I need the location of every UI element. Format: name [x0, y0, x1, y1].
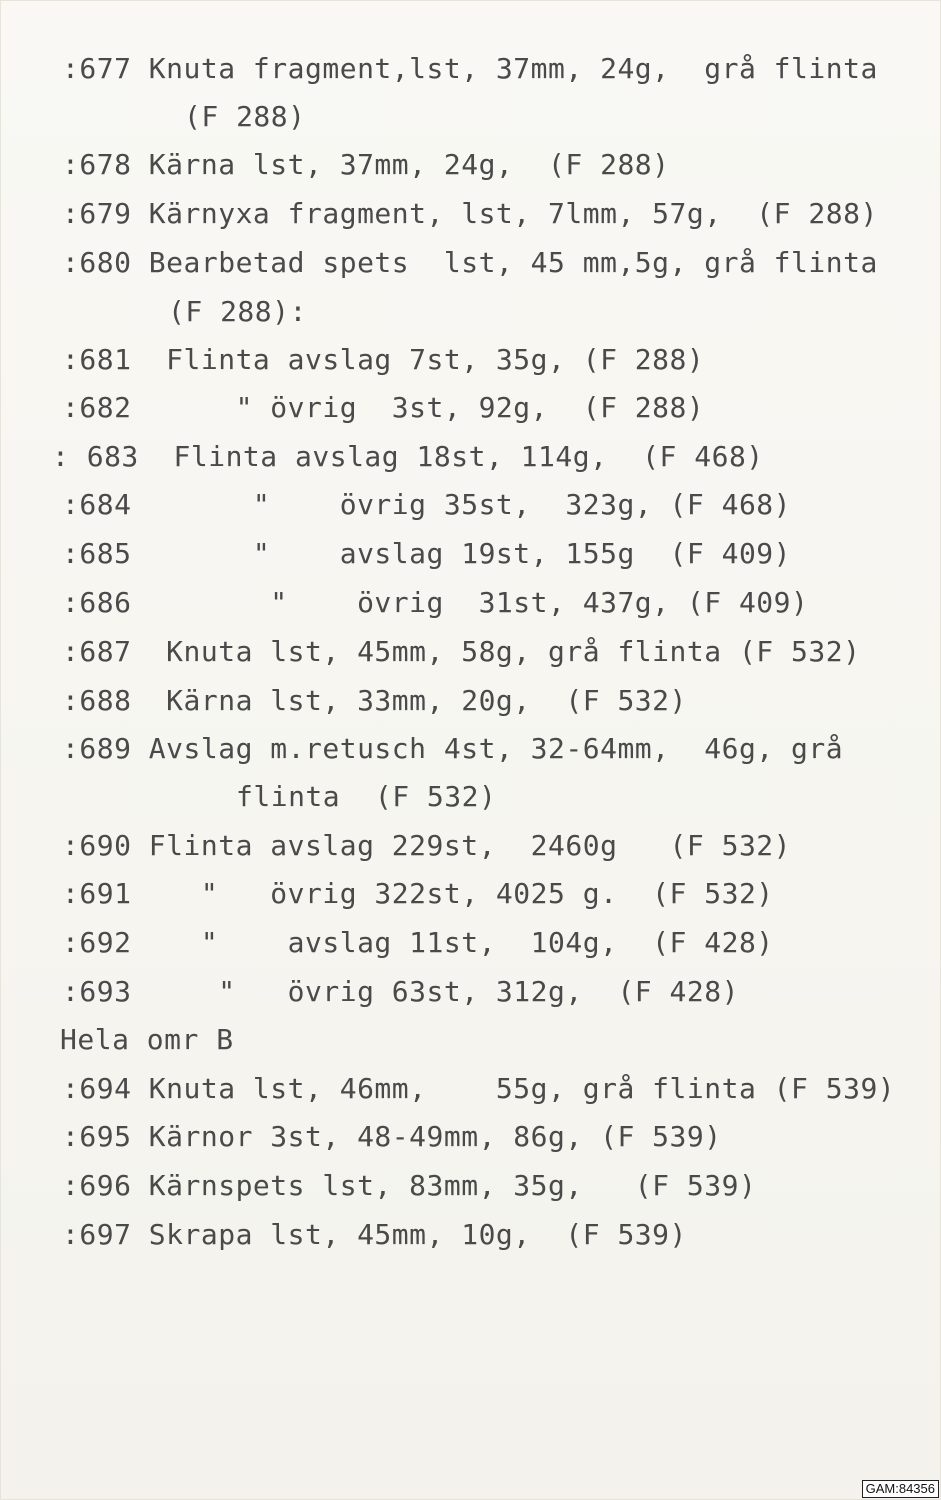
- entry-693: :693 " övrig 63st, 312g, (F 428): [62, 975, 739, 1008]
- entry-695: :695 Kärnor 3st, 48-49mm, 86g, (F 539): [62, 1120, 722, 1153]
- entry-690: :690 Flinta avslag 229st, 2460g (F 532): [62, 829, 792, 862]
- entry-692: :692 " avslag 11st, 104g, (F 428): [62, 926, 774, 959]
- entry-682: :682 " övrig 3st, 92g, (F 288): [62, 391, 705, 424]
- section-heading: Hela omr B: [60, 1023, 234, 1056]
- entry-679: :679 Kärnyxa fragment, lst, 7lmm, 57g, (F 288): [62, 197, 878, 230]
- entry-680-cont: (F 288):: [168, 295, 307, 328]
- entry-684: :684 " övrig 35st, 323g, (F 468): [62, 488, 792, 521]
- entry-687: :687 Knuta lst, 45mm, 58g, grå flinta (F 532): [62, 635, 861, 668]
- entry-697: :697 Skrapa lst, 45mm, 10g, (F 539): [62, 1218, 687, 1251]
- entry-683: : 683 Flinta avslag 18st, 114g, (F 468): [52, 440, 764, 473]
- entry-689: :689 Avslag m.retusch 4st, 32-64mm, 46g, grå: [62, 732, 844, 765]
- entry-681: :681 Flinta avslag 7st, 35g, (F 288): [62, 343, 705, 376]
- entry-689-cont: flinta (F 532): [236, 780, 497, 813]
- entry-688: :688 Kärna lst, 33mm, 20g, (F 532): [62, 684, 687, 717]
- entry-694: :694 Knuta lst, 46mm, 55g, grå flinta (F 539): [62, 1072, 896, 1105]
- entry-691: :691 " övrig 322st, 4025 g. (F 532): [62, 877, 774, 910]
- entry-685: :685 " avslag 19st, 155g (F 409): [62, 537, 792, 570]
- entry-696: :696 Kärnspets lst, 83mm, 35g, (F 539): [62, 1169, 757, 1202]
- entry-677-cont: (F 288): [184, 100, 306, 133]
- entry-678: :678 Kärna lst, 37mm, 24g, (F 288): [62, 148, 670, 181]
- catalog-reference: GAM:84356: [862, 1480, 939, 1498]
- entry-680: :680 Bearbetad spets lst, 45 mm,5g, grå flinta: [62, 246, 878, 279]
- entry-677: :677 Knuta fragment,lst, 37mm, 24g, grå flinta: [62, 52, 878, 85]
- entry-686: :686 " övrig 31st, 437g, (F 409): [62, 586, 809, 619]
